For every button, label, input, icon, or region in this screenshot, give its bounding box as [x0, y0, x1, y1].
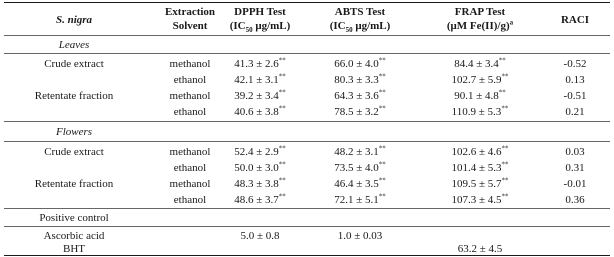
leaves-crude-label: Crude extract	[44, 58, 104, 70]
abts-cell: 78.5 ± 3.2**	[334, 104, 386, 118]
abts-cell: 64.3 ± 3.6**	[334, 88, 386, 102]
leaves-end-rule	[4, 121, 610, 122]
header-dpph-line2: ($IC_{50}$ μg/mL)	[229, 20, 291, 35]
frap-cell: 101.4 ± 5.3**	[451, 160, 509, 174]
raci-cell: 0.36	[565, 194, 585, 206]
header-dpph-line1: DPPH Test	[234, 6, 286, 18]
flowers-crude-label: Crude extract	[44, 146, 104, 158]
raci-cell: 0.03	[565, 146, 585, 158]
frap-cell: 102.7 ± 5.9**	[451, 72, 509, 86]
solvent-cell: methanol	[169, 90, 211, 102]
bht-label: BHT	[63, 243, 85, 255]
frap-cell: 107.3 ± 4.5**	[451, 192, 509, 206]
abts-cell: 48.2 ± 3.1**	[334, 144, 386, 158]
ascorbic-label: Ascorbic acid	[43, 230, 105, 242]
header-extraction-line1: Extraction	[164, 6, 216, 18]
raci-cell: 0.31	[565, 162, 585, 174]
raci-cell: -0.01	[563, 178, 587, 190]
raci-cell: 0.21	[565, 106, 585, 118]
raci-cell: -0.52	[563, 58, 587, 70]
leaves-rule	[4, 53, 610, 54]
flowers-end-rule	[4, 208, 610, 209]
header-raci: RACI	[560, 14, 590, 26]
solvent-cell: ethanol	[173, 194, 207, 206]
header-frap-line1: FRAP Test	[454, 6, 506, 18]
dpph-cell: 48.3 ± 3.8**	[234, 176, 286, 190]
section-flowers: Flowers	[55, 126, 93, 138]
header-frap-line2: (μM Fe(II)/g)$^a$	[446, 18, 514, 32]
positive-rule	[4, 226, 610, 227]
ascorbic-dpph-cell: 5.0 ± 0.8	[240, 230, 280, 242]
solvent-cell: methanol	[169, 178, 211, 190]
abts-cell: 72.1 ± 5.1**	[334, 192, 386, 206]
solvent-cell: ethanol	[173, 74, 207, 86]
header-abts-line1: ABTS Test	[334, 6, 386, 18]
abts-cell: 66.0 ± 4.0**	[334, 56, 386, 70]
table-top-rule	[4, 2, 610, 3]
dpph-cell: 40.6 ± 3.8**	[234, 104, 286, 118]
frap-cell: 110.9 ± 5.3**	[451, 104, 509, 118]
frap-cell: 109.5 ± 5.7**	[451, 176, 509, 190]
abts-cell: 80.3 ± 3.3**	[334, 72, 386, 86]
solvent-cell: ethanol	[173, 106, 207, 118]
solvent-cell: methanol	[169, 146, 211, 158]
dpph-cell: 41.3 ± 2.6**	[234, 56, 286, 70]
dpph-cell: 48.6 ± 3.7**	[234, 192, 286, 206]
dpph-cell: 52.4 ± 2.9**	[234, 144, 286, 158]
section-positive-control: Positive control	[39, 212, 109, 224]
flowers-rule	[4, 141, 610, 142]
bht-frap-cell: 63.2 ± 4.5	[457, 243, 503, 255]
dpph-cell: 50.0 ± 3.0**	[234, 160, 286, 174]
header-species: S. nigra	[55, 14, 93, 26]
header-extraction-line2: Solvent	[172, 20, 208, 32]
header-rule	[4, 35, 610, 36]
abts-cell: 46.4 ± 3.5**	[334, 176, 386, 190]
abts-cell: 73.5 ± 4.0**	[334, 160, 386, 174]
frap-cell: 84.4 ± 3.4**	[454, 56, 506, 70]
dpph-cell: 42.1 ± 3.1**	[234, 72, 286, 86]
frap-cell: 102.6 ± 4.6**	[451, 144, 509, 158]
raci-cell: -0.51	[563, 90, 587, 102]
flowers-retentate-label: Retentate fraction	[34, 178, 114, 190]
table-bottom-rule	[4, 255, 610, 256]
ascorbic-abts-cell: 1.0 ± 0.03	[337, 230, 383, 242]
section-leaves: Leaves	[58, 39, 90, 51]
raci-cell: 0.13	[565, 74, 585, 86]
dpph-cell: 39.2 ± 3.4**	[234, 88, 286, 102]
solvent-cell: methanol	[169, 58, 211, 70]
frap-cell: 90.1 ± 4.8**	[454, 88, 506, 102]
header-abts-line2: ($IC_{50}$ μg/mL)	[329, 20, 391, 35]
solvent-cell: ethanol	[173, 162, 207, 174]
leaves-retentate-label: Retentate fraction	[34, 90, 114, 102]
